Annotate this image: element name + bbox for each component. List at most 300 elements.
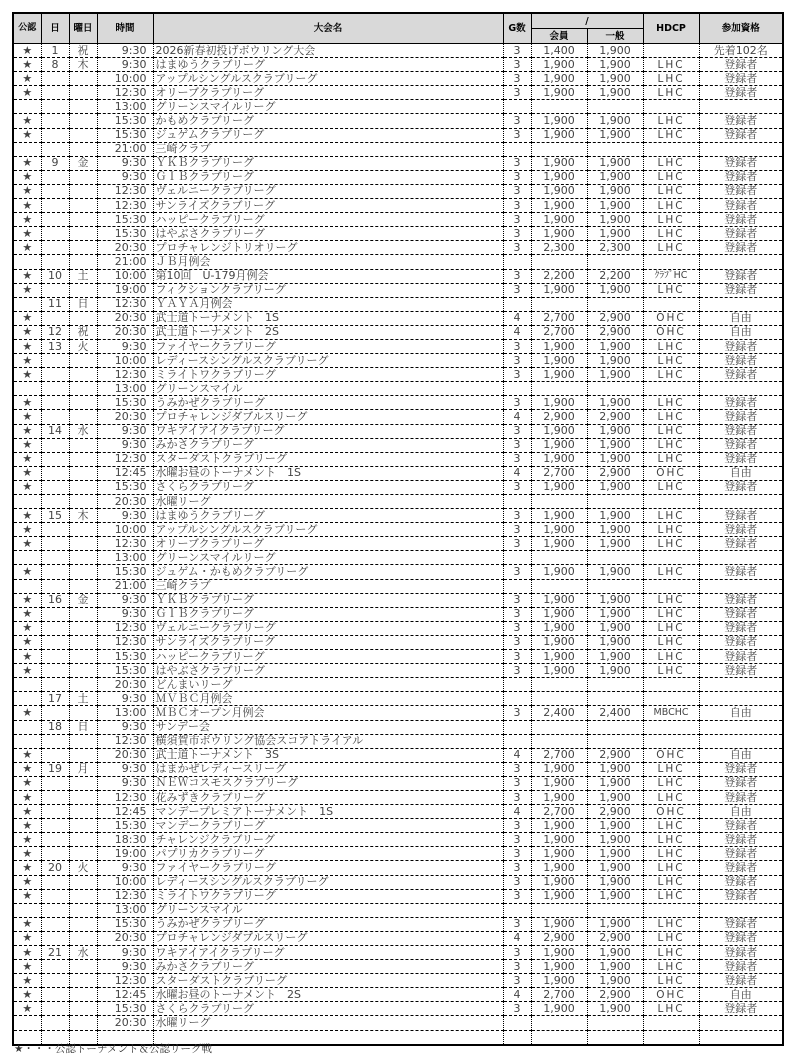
qualification-cell: 登録者	[699, 776, 783, 790]
hdcp-cell: LHC	[643, 861, 699, 875]
general-fee-cell: 2,900	[587, 466, 643, 480]
day-cell	[41, 114, 69, 128]
day-cell	[41, 354, 69, 368]
time-cell: 15:30	[97, 396, 153, 410]
weekday-cell	[69, 72, 97, 86]
time-cell: 9:30	[97, 720, 153, 734]
general-fee-cell: 1,900	[587, 917, 643, 931]
day-cell	[41, 988, 69, 1002]
event-name-cell: ワキアイアイクラブリーグ	[153, 946, 503, 960]
official-star-icon: ★	[13, 354, 41, 368]
official-star-icon: ★	[13, 227, 41, 241]
games-cell	[503, 1030, 531, 1045]
hdcp-cell	[643, 44, 699, 58]
hdcp-cell: LHC	[643, 875, 699, 889]
qualification-cell: 登録者	[699, 396, 783, 410]
games-cell: 3	[503, 368, 531, 382]
general-fee-cell: 2,900	[587, 988, 643, 1002]
official-star-icon: ★	[13, 819, 41, 833]
hdcp-cell: LHC	[643, 776, 699, 790]
day-cell	[41, 368, 69, 382]
member-fee-cell: 1,900	[531, 58, 587, 72]
member-fee-cell: 1,900	[531, 199, 587, 213]
hdcp-cell: LHC	[643, 410, 699, 424]
general-fee-cell: 1,900	[587, 974, 643, 988]
time-cell: 9:30	[97, 762, 153, 776]
member-fee-cell: 2,900	[531, 931, 587, 945]
official-star-icon: ★	[13, 875, 41, 889]
table-row	[13, 410, 783, 424]
time-cell: 12:30	[97, 199, 153, 213]
table-row	[13, 917, 783, 931]
time-cell: 15:30	[97, 1002, 153, 1016]
official-star-icon: ★	[13, 241, 41, 255]
header-member-fee: 会員	[531, 29, 587, 44]
hdcp-cell: LHC	[643, 621, 699, 635]
general-fee-cell: 1,900	[587, 396, 643, 410]
weekday-cell: 祝	[69, 325, 97, 339]
weekday-cell	[69, 565, 97, 579]
event-name-cell: 武士道トーナメント 1S	[153, 311, 503, 325]
table-row	[13, 255, 783, 269]
table-row	[13, 509, 783, 523]
official-star-icon: ★	[13, 339, 41, 353]
general-fee-cell	[587, 579, 643, 593]
member-fee-cell: 2,400	[531, 706, 587, 720]
event-name-cell: 水曜お昼のトーナメント 2S	[153, 988, 503, 1002]
day-cell	[41, 410, 69, 424]
table-row	[13, 339, 783, 353]
table-row	[13, 593, 783, 607]
official-star-icon	[13, 692, 41, 706]
official-star-icon	[13, 903, 41, 917]
time-cell: 15:30	[97, 114, 153, 128]
weekday-cell	[69, 917, 97, 931]
table-row	[13, 382, 783, 396]
hdcp-cell: LHC	[643, 523, 699, 537]
event-name-cell: レディースシングルスクラブリーグ	[153, 354, 503, 368]
event-name-cell: マンデープレミアトーナメント 1S	[153, 805, 503, 819]
games-cell: 3	[503, 819, 531, 833]
weekday-cell	[69, 86, 97, 100]
games-cell: 3	[503, 1002, 531, 1016]
time-cell: 9:30	[97, 861, 153, 875]
table-row	[13, 776, 783, 790]
weekday-cell	[69, 734, 97, 748]
weekday-cell: 日	[69, 297, 97, 311]
hdcp-cell	[643, 1016, 699, 1030]
time-cell: 10:00	[97, 269, 153, 283]
event-name-cell: かもめクラブリーグ	[153, 114, 503, 128]
games-cell	[503, 720, 531, 734]
day-cell	[41, 664, 69, 678]
general-fee-cell	[587, 1030, 643, 1045]
event-name-cell: 水曜お昼のトーナメント 1S	[153, 466, 503, 480]
hdcp-cell: LHC	[643, 565, 699, 579]
qualification-cell: 登録者	[699, 241, 783, 255]
qualification-cell: 登録者	[699, 607, 783, 621]
member-fee-cell: 1,900	[531, 790, 587, 804]
member-fee-cell: 1,900	[531, 621, 587, 635]
games-cell: 3	[503, 424, 531, 438]
games-cell: 3	[503, 946, 531, 960]
time-cell: 15:30	[97, 650, 153, 664]
general-fee-cell: 1,900	[587, 128, 643, 142]
time-cell: 15:30	[97, 227, 153, 241]
header-event-name: 大会名	[153, 13, 503, 44]
member-fee-cell: 2,700	[531, 805, 587, 819]
day-cell	[41, 847, 69, 861]
games-cell: 3	[503, 156, 531, 170]
member-fee-cell	[531, 678, 587, 692]
day-cell	[41, 184, 69, 198]
header-weekday: 曜日	[69, 13, 97, 44]
event-name-cell: マンデークラブリーグ	[153, 819, 503, 833]
qualification-cell: 登録者	[699, 621, 783, 635]
qualification-cell: 登録者	[699, 452, 783, 466]
qualification-cell: 自由	[699, 466, 783, 480]
time-cell: 20:30	[97, 1016, 153, 1030]
day-cell	[41, 790, 69, 804]
event-name-cell: オリーブクラブリーグ	[153, 537, 503, 551]
general-fee-cell	[587, 255, 643, 269]
hdcp-cell: LHC	[643, 480, 699, 494]
qualification-cell: 登録者	[699, 847, 783, 861]
games-cell	[503, 579, 531, 593]
general-fee-cell	[587, 678, 643, 692]
qualification-cell: 登録者	[699, 170, 783, 184]
hdcp-cell	[643, 678, 699, 692]
event-name-cell: ＹＡＹＡ月例会	[153, 297, 503, 311]
weekday-cell: 木	[69, 58, 97, 72]
time-cell: 12:45	[97, 988, 153, 1002]
games-cell: 3	[503, 635, 531, 649]
official-star-icon	[13, 551, 41, 565]
weekday-cell: 火	[69, 339, 97, 353]
hdcp-cell: LHC	[643, 58, 699, 72]
member-fee-cell	[531, 903, 587, 917]
day-cell	[41, 438, 69, 452]
member-fee-cell: 1,900	[531, 889, 587, 903]
table-row	[13, 960, 783, 974]
day-cell: 11	[41, 297, 69, 311]
day-cell: 9	[41, 156, 69, 170]
member-fee-cell	[531, 551, 587, 565]
official-star-icon: ★	[13, 621, 41, 635]
day-cell: 15	[41, 509, 69, 523]
qualification-cell: 登録者	[699, 114, 783, 128]
time-cell: 20:30	[97, 748, 153, 762]
table-row	[13, 354, 783, 368]
table-row	[13, 635, 783, 649]
event-name-cell: ジュゲムクラブリーグ	[153, 128, 503, 142]
general-fee-cell: 1,900	[587, 44, 643, 58]
official-star-icon: ★	[13, 58, 41, 72]
weekday-cell	[69, 227, 97, 241]
member-fee-cell: 1,900	[531, 438, 587, 452]
weekday-cell	[69, 805, 97, 819]
member-fee-cell	[531, 142, 587, 156]
qualification-cell: 登録者	[699, 199, 783, 213]
hdcp-cell	[643, 100, 699, 114]
day-cell	[41, 635, 69, 649]
official-star-icon: ★	[13, 410, 41, 424]
table-row	[13, 537, 783, 551]
day-cell: 21	[41, 946, 69, 960]
general-fee-cell: 1,900	[587, 664, 643, 678]
event-name-cell: 2026新春初投げボウリング大会	[153, 44, 503, 58]
weekday-cell	[69, 368, 97, 382]
member-fee-cell: 1,900	[531, 509, 587, 523]
qualification-cell: 登録者	[699, 509, 783, 523]
time-cell: 20:30	[97, 678, 153, 692]
official-star-icon: ★	[13, 635, 41, 649]
qualification-cell	[699, 142, 783, 156]
general-fee-cell: 1,900	[587, 199, 643, 213]
day-cell: 19	[41, 762, 69, 776]
time-cell: 20:30	[97, 311, 153, 325]
event-name-cell: グリーンスマイル	[153, 903, 503, 917]
official-star-icon: ★	[13, 593, 41, 607]
time-cell: 12:45	[97, 466, 153, 480]
time-cell: 15:30	[97, 213, 153, 227]
event-name-cell: 花みずきクラブリーグ	[153, 790, 503, 804]
member-fee-cell: 1,900	[531, 847, 587, 861]
time-cell: 9:30	[97, 44, 153, 58]
official-star-icon: ★	[13, 452, 41, 466]
games-cell: 3	[503, 607, 531, 621]
qualification-cell	[699, 678, 783, 692]
general-fee-cell: 1,900	[587, 227, 643, 241]
member-fee-cell: 1,900	[531, 819, 587, 833]
hdcp-cell: LHC	[643, 960, 699, 974]
general-fee-cell: 1,900	[587, 889, 643, 903]
general-fee-cell: 1,900	[587, 213, 643, 227]
games-cell: 3	[503, 875, 531, 889]
official-star-icon: ★	[13, 114, 41, 128]
time-cell: 10:00	[97, 523, 153, 537]
games-cell: 3	[503, 974, 531, 988]
table-row	[13, 269, 783, 283]
table-row	[13, 44, 783, 58]
time-cell: 20:30	[97, 410, 153, 424]
qualification-cell: 登録者	[699, 72, 783, 86]
member-fee-cell: 1,900	[531, 156, 587, 170]
hdcp-cell: LHC	[643, 339, 699, 353]
event-name-cell: ジュゲム・かもめクラブリーグ	[153, 565, 503, 579]
general-fee-cell: 1,900	[587, 114, 643, 128]
time-cell: 12:30	[97, 635, 153, 649]
qualification-cell: 登録者	[699, 819, 783, 833]
time-cell: 9:30	[97, 692, 153, 706]
weekday-cell: 水	[69, 424, 97, 438]
games-cell: 3	[503, 44, 531, 58]
day-cell	[41, 142, 69, 156]
official-star-icon: ★	[13, 311, 41, 325]
table-row	[13, 678, 783, 692]
event-name-cell: ミライトワクラブリーグ	[153, 368, 503, 382]
event-name-cell: フィクションクラブリーグ	[153, 283, 503, 297]
general-fee-cell: 1,900	[587, 354, 643, 368]
hdcp-cell: LHC	[643, 509, 699, 523]
general-fee-cell: 2,900	[587, 325, 643, 339]
qualification-cell: 登録者	[699, 833, 783, 847]
games-cell: 3	[503, 227, 531, 241]
general-fee-cell	[587, 551, 643, 565]
day-cell	[41, 875, 69, 889]
games-cell	[503, 1016, 531, 1030]
time-cell: 9:30	[97, 593, 153, 607]
qualification-cell: 登録者	[699, 762, 783, 776]
header-games: G数	[503, 13, 531, 44]
time-cell: 9:30	[97, 607, 153, 621]
general-fee-cell: 2,900	[587, 410, 643, 424]
day-cell	[41, 678, 69, 692]
official-star-icon	[13, 678, 41, 692]
event-name-cell: 水曜リーグ	[153, 1016, 503, 1030]
official-star-icon: ★	[13, 325, 41, 339]
hdcp-cell: ｸﾗﾌﾞHC	[643, 269, 699, 283]
weekday-cell: 土	[69, 269, 97, 283]
member-fee-cell: 1,900	[531, 1002, 587, 1016]
games-cell	[503, 100, 531, 114]
table-row	[13, 847, 783, 861]
day-cell	[41, 100, 69, 114]
day-cell	[41, 396, 69, 410]
member-fee-cell: 1,900	[531, 664, 587, 678]
official-star-icon: ★	[13, 156, 41, 170]
games-cell: 4	[503, 311, 531, 325]
general-fee-cell: 1,900	[587, 847, 643, 861]
day-cell: 20	[41, 861, 69, 875]
official-star-icon: ★	[13, 790, 41, 804]
member-fee-cell	[531, 692, 587, 706]
table-row	[13, 607, 783, 621]
hdcp-cell: LHC	[643, 114, 699, 128]
member-fee-cell	[531, 100, 587, 114]
event-name-cell: スターダストクラブリーグ	[153, 974, 503, 988]
day-cell: 1	[41, 44, 69, 58]
weekday-cell	[69, 889, 97, 903]
official-star-icon: ★	[13, 1002, 41, 1016]
qualification-cell: 自由	[699, 311, 783, 325]
official-star-icon: ★	[13, 988, 41, 1002]
hdcp-cell: OHC	[643, 805, 699, 819]
official-star-icon: ★	[13, 974, 41, 988]
general-fee-cell: 1,900	[587, 861, 643, 875]
table-row	[13, 903, 783, 917]
qualification-cell: 登録者	[699, 565, 783, 579]
official-star-icon	[13, 297, 41, 311]
time-cell: 12:30	[97, 734, 153, 748]
qualification-cell: 登録者	[699, 974, 783, 988]
qualification-cell: 登録者	[699, 635, 783, 649]
hdcp-cell	[643, 1030, 699, 1045]
member-fee-cell: 1,900	[531, 452, 587, 466]
table-row	[13, 988, 783, 1002]
official-star-icon: ★	[13, 565, 41, 579]
hdcp-cell: LHC	[643, 156, 699, 170]
qualification-cell: 登録者	[699, 283, 783, 297]
weekday-cell	[69, 382, 97, 396]
weekday-cell	[69, 776, 97, 790]
event-name-cell: サンライズクラブリーグ	[153, 199, 503, 213]
event-name-cell: みかさクラブリーグ	[153, 960, 503, 974]
event-name-cell: はやぶさクラブリーグ	[153, 664, 503, 678]
weekday-cell: 土	[69, 692, 97, 706]
hdcp-cell: LHC	[643, 241, 699, 255]
weekday-cell	[69, 438, 97, 452]
games-cell: 3	[503, 199, 531, 213]
general-fee-cell: 1,900	[587, 86, 643, 100]
member-fee-cell: 2,700	[531, 325, 587, 339]
time-cell: 15:30	[97, 480, 153, 494]
games-cell	[503, 692, 531, 706]
event-name-cell: ファイヤークラブリーグ	[153, 861, 503, 875]
hdcp-cell	[643, 382, 699, 396]
hdcp-cell: LHC	[643, 593, 699, 607]
qualification-cell: 登録者	[699, 339, 783, 353]
hdcp-cell	[643, 579, 699, 593]
event-name-cell: プロチャレンジトリオリーグ	[153, 241, 503, 255]
time-cell: 19:00	[97, 847, 153, 861]
table-row	[13, 523, 783, 537]
time-cell: 20:30	[97, 325, 153, 339]
qualification-cell	[699, 903, 783, 917]
hdcp-cell: LHC	[643, 650, 699, 664]
event-name-cell: プロチャレンジダブルスリーグ	[153, 410, 503, 424]
time-cell: 21:00	[97, 255, 153, 269]
games-cell: 3	[503, 269, 531, 283]
event-name-cell: ワキアイアイクラブリーグ	[153, 424, 503, 438]
general-fee-cell: 1,900	[587, 762, 643, 776]
weekday-cell	[69, 607, 97, 621]
weekday-cell	[69, 100, 97, 114]
official-star-icon: ★	[13, 199, 41, 213]
qualification-cell: 先着102名	[699, 44, 783, 58]
table-row	[13, 72, 783, 86]
table-row	[13, 396, 783, 410]
official-star-icon: ★	[13, 776, 41, 790]
day-cell	[41, 917, 69, 931]
event-name-cell: 三崎クラブ	[153, 142, 503, 156]
schedule-table	[12, 12, 784, 1046]
day-cell	[41, 128, 69, 142]
member-fee-cell	[531, 720, 587, 734]
hdcp-cell	[643, 692, 699, 706]
weekday-cell	[69, 847, 97, 861]
general-fee-cell	[587, 142, 643, 156]
time-cell: 12:30	[97, 184, 153, 198]
table-body	[13, 44, 783, 1045]
member-fee-cell: 1,900	[531, 946, 587, 960]
qualification-cell: 登録者	[699, 917, 783, 931]
official-star-icon: ★	[13, 762, 41, 776]
time-cell: 12:30	[97, 297, 153, 311]
day-cell	[41, 466, 69, 480]
member-fee-cell: 1,900	[531, 114, 587, 128]
qualification-cell: 登録者	[699, 1002, 783, 1016]
qualification-cell: 登録者	[699, 424, 783, 438]
day-cell: 16	[41, 593, 69, 607]
table-row	[13, 142, 783, 156]
member-fee-cell: 2,700	[531, 988, 587, 1002]
member-fee-cell: 1,900	[531, 762, 587, 776]
day-cell	[41, 607, 69, 621]
member-fee-cell: 2,700	[531, 311, 587, 325]
table-row	[13, 762, 783, 776]
weekday-cell	[69, 650, 97, 664]
